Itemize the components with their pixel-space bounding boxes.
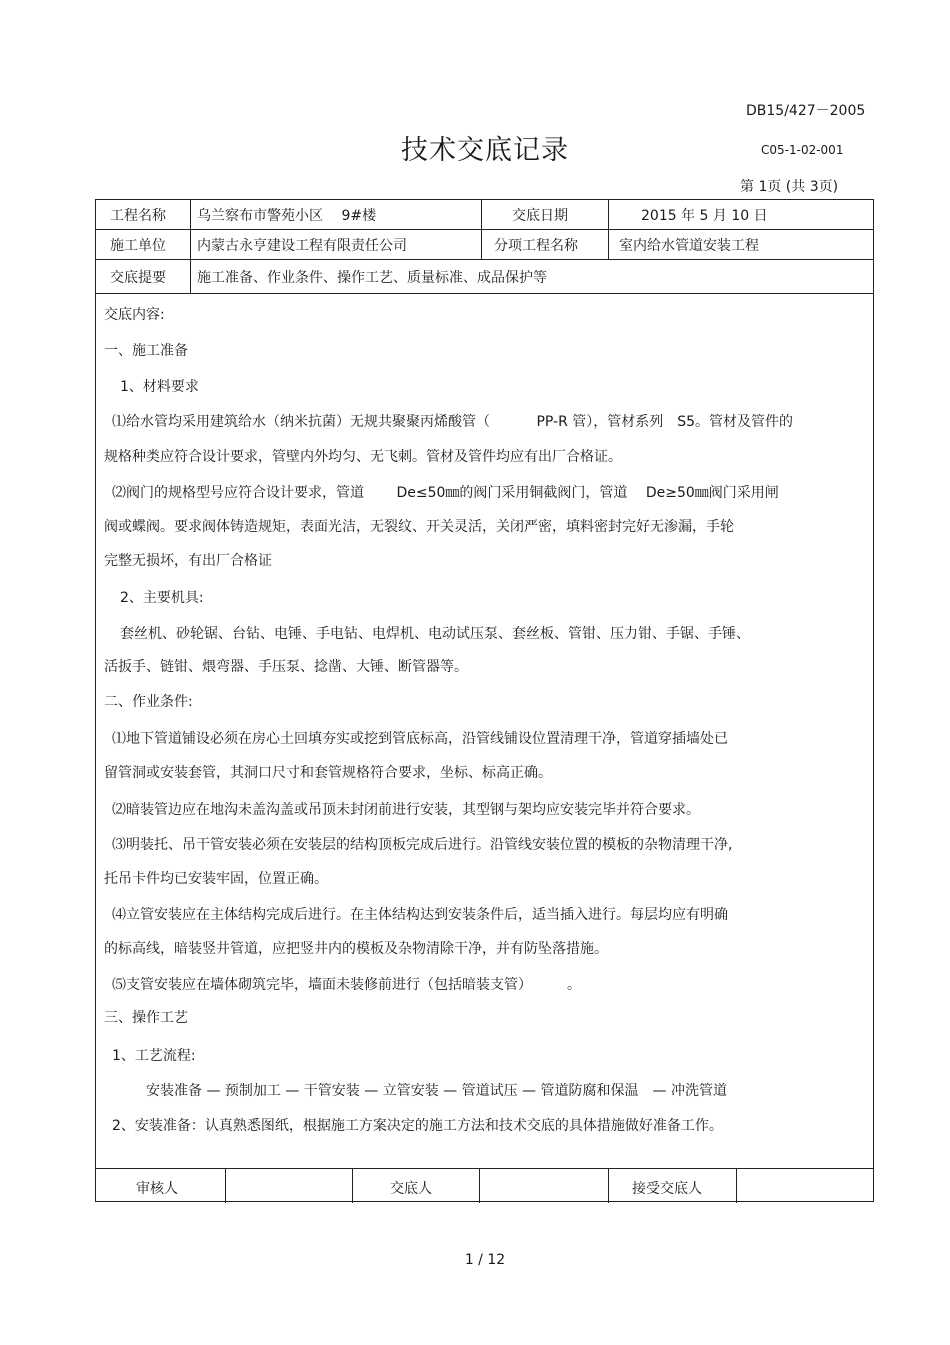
- paragraph-line: ⑴给水管均采用建筑给水（纳米抗菌）无规共聚聚丙烯酸管（ PP-R 管），管材系列 S5。管材及管件的: [112, 414, 794, 430]
- paragraph-line: 完整无损坏，有出厂合格证: [104, 553, 272, 569]
- page-number: 1 / 12: [464, 1252, 506, 1268]
- section-heading: 三、操作工艺: [104, 1010, 188, 1026]
- discloser-signature-field[interactable]: [480, 1170, 607, 1202]
- subsection-heading: 1、工艺流程:: [112, 1048, 196, 1064]
- paragraph-line: 活扳手、链钳、煨弯器、手压泵、捻凿、大锤、断管器等。: [104, 659, 468, 675]
- form-code: C05-1-02-001: [761, 143, 844, 157]
- section-heading: 一、施工准备: [104, 343, 188, 359]
- company-value: 内蒙古永亨建设工程有限责任公司: [197, 238, 407, 254]
- receiver-signature-field[interactable]: [737, 1170, 873, 1202]
- date-label: 交底日期: [512, 208, 568, 224]
- paragraph-line: ⑶明装托、吊干管安装必须在安装层的结构顶板完成后进行。沿管线安装位置的模板的杂物清理干净,: [112, 837, 733, 853]
- subproject-value: 室内给水管道安装工程: [619, 238, 759, 254]
- project-name-value: 乌兰察布市警苑小区 9#楼: [197, 208, 377, 224]
- receiver-label: 接受交底人: [632, 1181, 702, 1197]
- column-divider: [352, 1168, 353, 1203]
- date-value: 2015 年 5 月 10 日: [641, 208, 768, 224]
- paragraph-line: 规格种类应符合设计要求，管壁内外均匀、无飞刺。管材及管件均应有出厂合格证。: [104, 449, 622, 465]
- paragraph-line: 的标高线，暗装竖井管道，应把竖井内的模板及杂物清除干净，并有防坠落措施。: [104, 941, 608, 957]
- paragraph-line: 托吊卡件均已安装牢固，位置正确。: [104, 871, 328, 887]
- process-flow-line: 安装准备 — 预制加工 — 干管安装 — 立管安装 — 管道试压 — 管道防腐和保温 — 冲洗管道: [146, 1083, 727, 1099]
- page-count: 第 1页 (共 3页): [740, 179, 839, 195]
- row-divider: [96, 1168, 873, 1169]
- subsection-heading: 1、材料要求: [120, 379, 199, 395]
- subsection-heading: 2、主要机具:: [120, 590, 204, 606]
- paragraph-line: ⑸支管安装应在墙体砌筑完毕，墙面未装修前进行（包括暗装支管） 。: [112, 977, 581, 993]
- standard-code: DB15/427－2005: [746, 103, 866, 119]
- column-divider: [481, 200, 482, 259]
- section-heading: 二、作业条件:: [104, 694, 193, 710]
- paragraph-line: ⑵阀门的规格型号应符合设计要求，管道 De≤50㎜的阀门采用铜截阀门，管道 De≥50㎜阀门采用闸: [112, 485, 779, 501]
- document-title: 技术交底记录: [401, 135, 569, 166]
- subproject-label: 分项工程名称: [494, 238, 578, 254]
- project-name-label: 工程名称: [110, 208, 166, 224]
- reviewer-signature-field[interactable]: [226, 1170, 351, 1202]
- paragraph-line: 套丝机、砂轮锯、台钻、电锤、手电钻、电焊机、电动试压泵、套丝板、管钳、压力钳、手锯、手锤、: [120, 626, 750, 642]
- company-label: 施工单位: [110, 238, 166, 254]
- paragraph-line: 留管洞或安装套管，其洞口尺寸和套管规格符合要求，坐标、标高正确。: [104, 765, 552, 781]
- row-divider: [96, 259, 873, 260]
- column-divider: [608, 1168, 609, 1203]
- disclosure-form-table: [95, 199, 874, 1202]
- column-divider: [190, 200, 191, 293]
- paragraph-line: 2、安装准备：认真熟悉图纸，根据施工方案决定的施工方法和技术交底的具体措施做好准备工作。: [112, 1118, 723, 1134]
- row-divider: [96, 293, 873, 294]
- content-heading: 交底内容:: [104, 307, 165, 323]
- summary-label: 交底提要: [110, 270, 166, 286]
- paragraph-line: ⑷立管安装应在主体结构完成后进行。在主体结构达到安装条件后，适当插入进行。每层均应有明确: [112, 907, 728, 923]
- reviewer-label: 审核人: [136, 1181, 178, 1197]
- paragraph-line: 阀或蝶阀。要求阀体铸造规矩，表面光洁，无裂纹、开关灵活，关闭严密，填料密封完好无渗漏，手轮: [104, 519, 734, 535]
- column-divider: [608, 200, 609, 259]
- discloser-label: 交底人: [390, 1181, 432, 1197]
- summary-value: 施工准备、作业条件、操作工艺、质量标准、成品保护等: [197, 270, 547, 286]
- paragraph-line: ⑵暗装管边应在地沟未盖沟盖或吊顶未封闭前进行安装，其型钢与架均应安装完毕并符合要求。: [112, 802, 700, 818]
- paragraph-line: ⑴地下管道铺设必须在房心土回填夯实或挖到管底标高，沿管线铺设位置清理干净，管道穿插墙处已: [112, 731, 728, 747]
- row-divider: [96, 229, 873, 230]
